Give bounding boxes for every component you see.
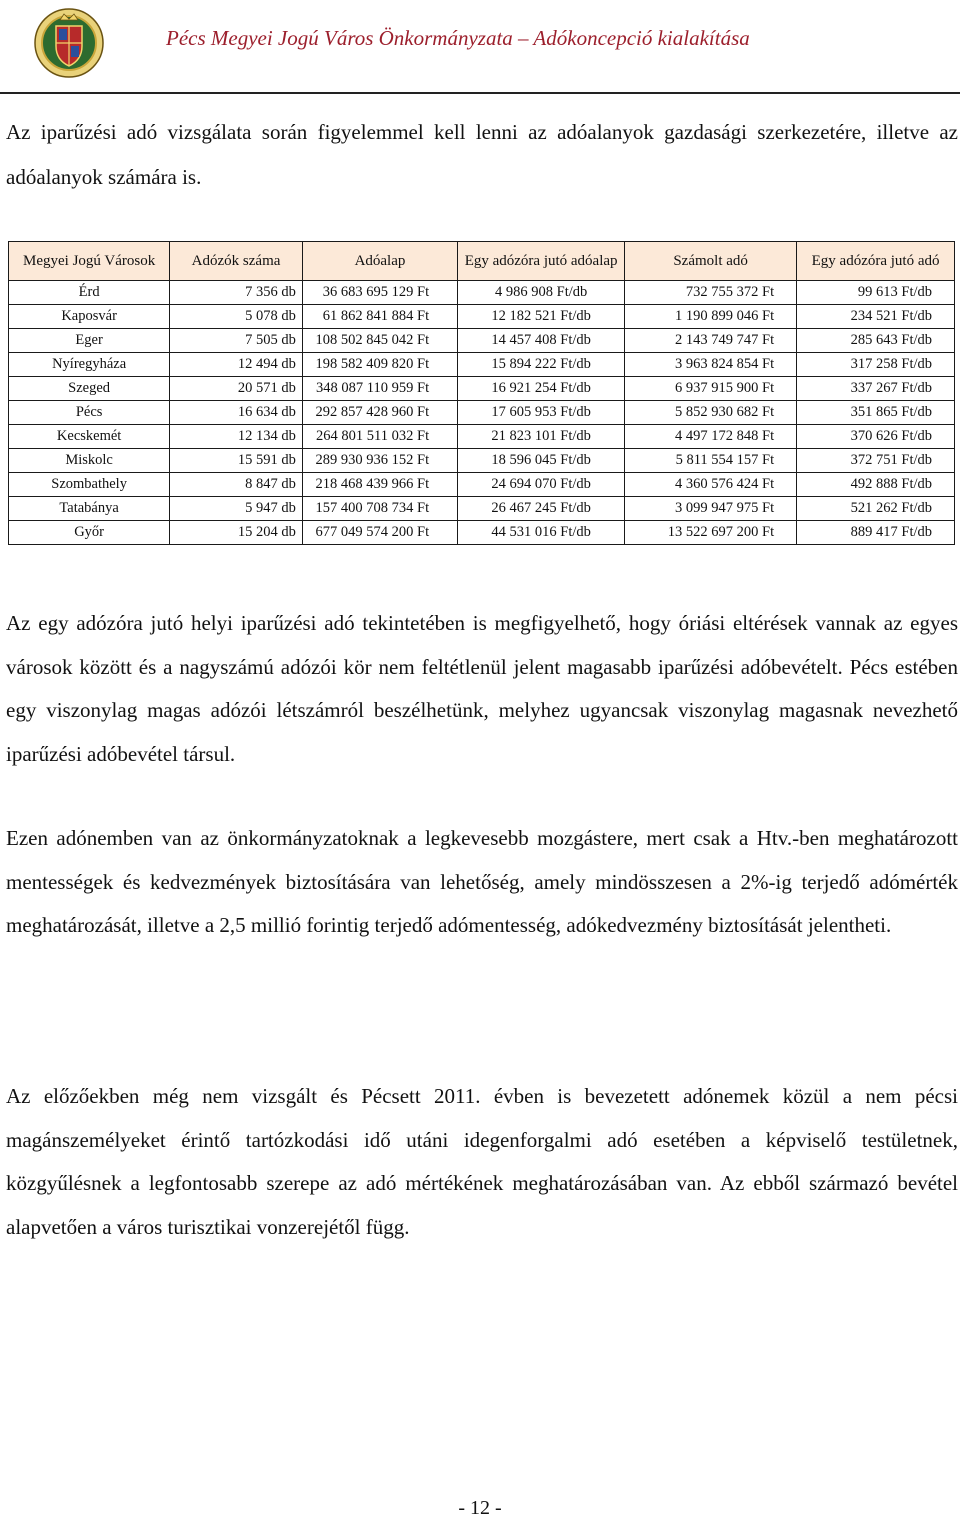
intro-paragraph: Az iparűzési adó vizsgálata során figyelemmel kell lenni az adóalanyok gazdasági szerkezetére, illetve az adóalanyok számára is. [6, 120, 958, 189]
computed-tax-cell: 3 099 947 975 Ft [625, 497, 797, 521]
header-divider [0, 92, 960, 94]
header-title: Pécs Megyei Jogú Város Önkormányzata – Adókoncepció kialakítása [166, 26, 750, 50]
base-per-taxpayer-cell: 44 531 016 Ft/db [458, 521, 625, 545]
tax-base-cell: 218 468 439 966 Ft [302, 473, 457, 497]
computed-tax-cell: 2 143 749 747 Ft [625, 329, 797, 353]
tax-base-cell: 36 683 695 129 Ft [302, 281, 457, 305]
taxpayers-cell: 12 494 db [170, 353, 303, 377]
taxpayers-cell: 7 356 db [170, 281, 303, 305]
city-cell: Pécs [9, 401, 170, 425]
tax-base-cell: 348 087 110 959 Ft [302, 377, 457, 401]
base-per-taxpayer-cell: 24 694 070 Ft/db [458, 473, 625, 497]
table-row [9, 521, 955, 545]
table-body [9, 281, 955, 545]
tax-per-taxpayer-cell: 337 267 Ft/db [797, 377, 955, 401]
table-row [9, 329, 955, 353]
tax-base-cell: 157 400 708 734 Ft [302, 497, 457, 521]
tax-per-taxpayer-cell: 521 262 Ft/db [797, 497, 955, 521]
table-row [9, 305, 955, 329]
city-cell: Szeged [9, 377, 170, 401]
taxpayers-cell: 15 204 db [170, 521, 303, 545]
page-number: - 12 - [458, 1497, 502, 1519]
col-header-tax-per-taxpayer: Egy adózóra jutó adó [797, 242, 955, 281]
base-per-taxpayer-cell: 15 894 222 Ft/db [458, 353, 625, 377]
city-cell: Győr [9, 521, 170, 545]
table-row [9, 377, 955, 401]
tax-per-taxpayer-cell: 889 417 Ft/db [797, 521, 955, 545]
tax-per-taxpayer-cell: 285 643 Ft/db [797, 329, 955, 353]
taxpayers-cell: 8 847 db [170, 473, 303, 497]
city-cell: Érd [9, 281, 170, 305]
tax-per-taxpayer-cell: 99 613 Ft/db [797, 281, 955, 305]
taxpayers-cell: 5 078 db [170, 305, 303, 329]
col-header-city: Megyei Jogú Városok [9, 242, 170, 281]
taxpayers-cell: 20 571 db [170, 377, 303, 401]
tax-per-taxpayer-cell: 370 626 Ft/db [797, 425, 955, 449]
table-row [9, 449, 955, 473]
city-cell: Tatabánya [9, 497, 170, 521]
tax-base-cell: 264 801 511 032 Ft [302, 425, 457, 449]
tax-base-cell: 61 862 841 884 Ft [302, 305, 457, 329]
city-cell: Kecskemét [9, 425, 170, 449]
col-header-taxpayers: Adózók száma [170, 242, 303, 281]
table-row [9, 425, 955, 449]
paragraph-3: Az előzőekben még nem vizsgált és Pécsett 2011. évben is bevezetett adónemek közül a nem pécsi magánszemélyeket érintő tartózkodási idő utáni idegenforgalmi adó esetében a képviselő testületnek, közgyűlésnek a legfontosabb szerepe az adó mértékének meghatározásában van. Az ebből származó bevétel alapvetően a város turisztikai vonzerejétől függ. [6, 1084, 958, 1239]
taxpayers-cell: 7 505 db [170, 329, 303, 353]
base-per-taxpayer-cell: 26 467 245 Ft/db [458, 497, 625, 521]
computed-tax-cell: 6 937 915 900 Ft [625, 377, 797, 401]
paragraph-1: Az egy adózóra jutó helyi iparűzési adó tekintetében is megfigyelhető, hogy óriási eltérések vannak az egyes városok között és a nagyszámú adózói kör nem feltétlenül jelent magasabb iparűzési adóbevételt. Pécs estében egy viszonylag magas adózói létszámról beszélhetünk, melyhez ugyancsak viszonylag magasnak nevezhető iparűzési adóbevétel társul. [6, 611, 958, 766]
computed-tax-cell: 3 963 824 854 Ft [625, 353, 797, 377]
tax-per-taxpayer-cell: 372 751 Ft/db [797, 449, 955, 473]
city-cell: Eger [9, 329, 170, 353]
taxpayers-cell: 16 634 db [170, 401, 303, 425]
tax-base-cell: 677 049 574 200 Ft [302, 521, 457, 545]
table-header-row [9, 242, 955, 281]
col-header-base-per-taxpayer: Egy adózóra jutó adóalap [458, 242, 625, 281]
base-per-taxpayer-cell: 12 182 521 Ft/db [458, 305, 625, 329]
taxpayers-cell: 15 591 db [170, 449, 303, 473]
computed-tax-cell: 732 755 372 Ft [625, 281, 797, 305]
city-cell: Miskolc [9, 449, 170, 473]
computed-tax-cell: 4 497 172 848 Ft [625, 425, 797, 449]
base-per-taxpayer-cell: 21 823 101 Ft/db [458, 425, 625, 449]
table-row [9, 497, 955, 521]
col-header-tax-base: Adóalap [302, 242, 457, 281]
coat-of-arms-icon [34, 6, 104, 80]
city-cell: Kaposvár [9, 305, 170, 329]
computed-tax-cell: 5 852 930 682 Ft [625, 401, 797, 425]
tax-per-taxpayer-cell: 234 521 Ft/db [797, 305, 955, 329]
tax-per-taxpayer-cell: 492 888 Ft/db [797, 473, 955, 497]
tax-base-cell: 198 582 409 820 Ft [302, 353, 457, 377]
table-row [9, 353, 955, 377]
tax-base-cell: 108 502 845 042 Ft [302, 329, 457, 353]
col-header-computed-tax: Számolt adó [625, 242, 797, 281]
base-per-taxpayer-cell: 4 986 908 Ft/db [458, 281, 625, 305]
tax-base-cell: 292 857 428 960 Ft [302, 401, 457, 425]
page-header [0, 0, 960, 92]
tax-per-taxpayer-cell: 351 865 Ft/db [797, 401, 955, 425]
table-row [9, 473, 955, 497]
table-row [9, 401, 955, 425]
computed-tax-cell: 4 360 576 424 Ft [625, 473, 797, 497]
paragraph-2: Ezen adónemben van az önkormányzatoknak a legkevesebb mozgástere, mert csak a Htv.-ben meghatározott mentességek és kedvezmények biztosítására van lehetőség, amely mindösszesen a 2%-ig terjedő adómérték meghatározását, illetve a 2,5 millió forintig terjedő adómentesség, adókedvezmény biztosítását jelentheti. [6, 826, 958, 937]
computed-tax-cell: 13 522 697 200 Ft [625, 521, 797, 545]
tax-table [8, 241, 955, 545]
base-per-taxpayer-cell: 16 921 254 Ft/db [458, 377, 625, 401]
base-per-taxpayer-cell: 14 457 408 Ft/db [458, 329, 625, 353]
city-cell: Nyíregyháza [9, 353, 170, 377]
computed-tax-cell: 1 190 899 046 Ft [625, 305, 797, 329]
base-per-taxpayer-cell: 17 605 953 Ft/db [458, 401, 625, 425]
taxpayers-cell: 12 134 db [170, 425, 303, 449]
tax-per-taxpayer-cell: 317 258 Ft/db [797, 353, 955, 377]
computed-tax-cell: 5 811 554 157 Ft [625, 449, 797, 473]
taxpayers-cell: 5 947 db [170, 497, 303, 521]
base-per-taxpayer-cell: 18 596 045 Ft/db [458, 449, 625, 473]
city-cell: Szombathely [9, 473, 170, 497]
tax-base-cell: 289 930 936 152 Ft [302, 449, 457, 473]
table-row [9, 281, 955, 305]
